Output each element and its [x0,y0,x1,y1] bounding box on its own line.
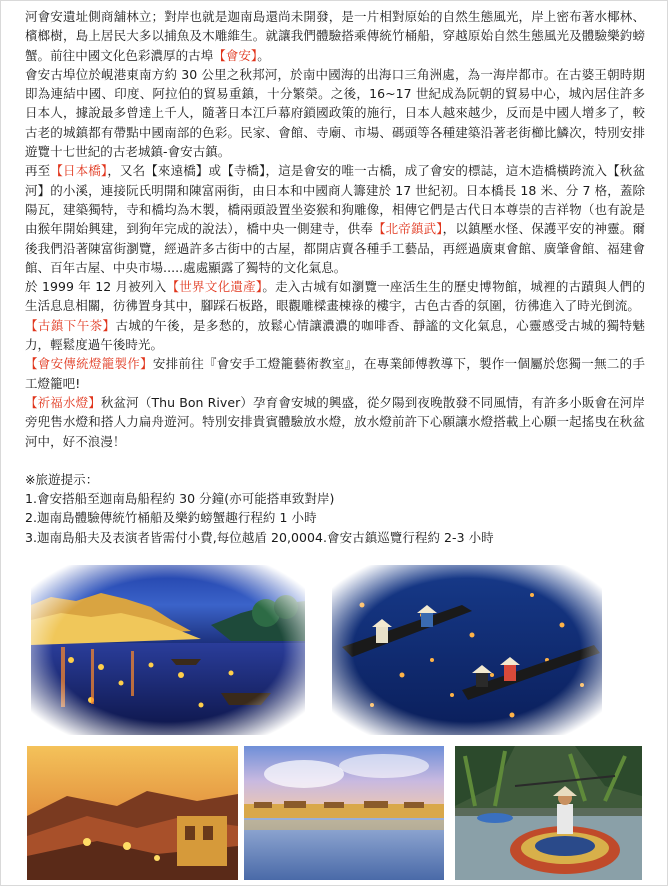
highlight-lantern-making: 【會安傳統燈籠製作】 [25,356,153,372]
highlight-hoi-an: 【會安】 [213,47,258,63]
p4-lead: 於 1999 年 12 月被列入 [25,279,167,295]
highlight-world-heritage: 【世界文化遺產】 [166,279,263,295]
world-heritage-paragraph [25,277,645,316]
travel-notes-title: ※旅遊提示： [25,471,99,487]
riverside-town-photo [244,746,444,880]
p3-end: ，以鎮壓水怪、保護平安的神靈。爾後我們沿著陳富街瀏覽，經過許多古街中的古屋，都開店賣各種手工藝品，再經過廣東會館、廣肇會館、福建會館、百年古屋、中央市場.....處處顯露了獨特的文化氣息。 [25,221,645,275]
itinerary-text [25,7,645,547]
water-lantern-paragraph [25,393,645,451]
travel-note-item: 2.迦南島體驗傳統竹桶船及樂釣螃蟹趣行程約 1 小時 [25,510,317,526]
afternoon-tea-paragraph [25,316,645,355]
highlight-japanese-bridge: 【日本橋】 [50,163,108,179]
lantern-making-paragraph [25,354,645,393]
intro-end: 。 [257,47,270,63]
travel-note-item: 1.會安搭船至迦南島船程約 30 分鐘(亦可能搭車致對岸) [25,491,335,507]
hoi-an-river-night-photo [31,565,305,735]
intro-text: 河會安遺址側商舖林立；對岸也就是迦南島還尚未開發，是一片相對原始的自然生態風光，岸上密布著水椰林、檳榔樹，島上居民大多以捕魚及木雕維生。就讓我們體驗搭乘傳統竹桶船，穿越原始自然生態風光及體驗樂釣螃蟹。前往中國文化色彩濃厚的古埠 [25,9,645,63]
travel-notes [25,470,645,547]
p4-body: 。走入古城有如瀏覽一座活生生的歷史博物館，城裡的古蹟與人們的生活息息相關，彷彿置身其中，腳踩石板路，眼觀雕樑畫棟祿的樓宇，古色古香的氛圍，彷彿進入了時光倒流。 [25,279,645,314]
basket-boat-photo [455,746,642,880]
hoi-an-paragraph: 會安古埠位於峴港東南方約 30 公里之秋邦河，於南中國海的出海口三角洲處，為一海岸都市。在古婆王朝時期即為連結中國、印度、阿拉伯的貿易重鎮，十分繁榮。之後，16~17 世紀成為阮朝的貿易中心，城內居住許多日本人，據說最多曾達上千人，隨著日本江戶幕府鎖國政策的施行，日本人越來越少，反而是中國人增多了，較古老的城鎮都有帶點中國南部的色彩。民家、會館、寺廟、市場、碼頭等各種建築沿著老街櫛比鱗次，特別安排遊覽十七世紀的古老城鎮-會安古鎮。 [25,66,645,160]
p6-body: 安排前往『會安手工燈籠藝術教室』，在專業師傅教導下，製作一個屬於您獨一無二的手工燈籠吧! [25,356,645,391]
p5-body: 古城的午後，是多愁的，放鬆心情讓濃濃的咖啡香、靜謐的文化氣息，心靈感受古城的獨特魅力，輕鬆度過午後時光。 [25,317,645,353]
intro-paragraph [25,7,645,65]
old-town-rooftops-photo [27,746,238,880]
highlight-water-lantern: 【祈福水燈】 [25,394,101,410]
highlight-bei-di: 【北帝鎮武】 [373,221,443,237]
lantern-boats-photo [332,565,602,735]
p3-body: ，又名【來遠橋】或【寺橋】，這是會安的唯一古橋，成了會安的標誌，這木造橋橫跨流入【秋盆河】的小溪，連接阮氏明開和陳富兩街，由日本和中國商人籌建於 17 世紀初。日本橋長 18 米、分 7 格，蓋除陽瓦，建築獨特，寺和橋均為木製，橋兩頭設置坐姿猴和狗雕像，相傳它們是古代日本尊崇的吉祥物（也有說是由猴年開始興建，到狗年完成的說法），橋中央一側建寺，供奉 [25,163,645,237]
japanese-bridge-paragraph [25,161,645,277]
travel-note-item: 3.迦南島船夫及表演者皆需付小費,每位越盾 20,0004.會安古鎮巡覽行程約 2-3 小時 [25,529,494,545]
p7-body: 秋盆河（Thu Bon River）孕育會安城的興盛，從夕陽到夜晚散發不同風情，有許多小販會在河岸旁兜售水燈和搭人力扁舟遊河。特別安排貴賓體驗放水燈，放水燈前許下心願讓水燈搭載上心願一起搖曳在秋盆河中，好不浪漫！ [25,394,645,449]
highlight-afternoon-tea: 【古鎮下午茶】 [25,317,116,333]
p3-lead: 再至 [25,163,51,179]
